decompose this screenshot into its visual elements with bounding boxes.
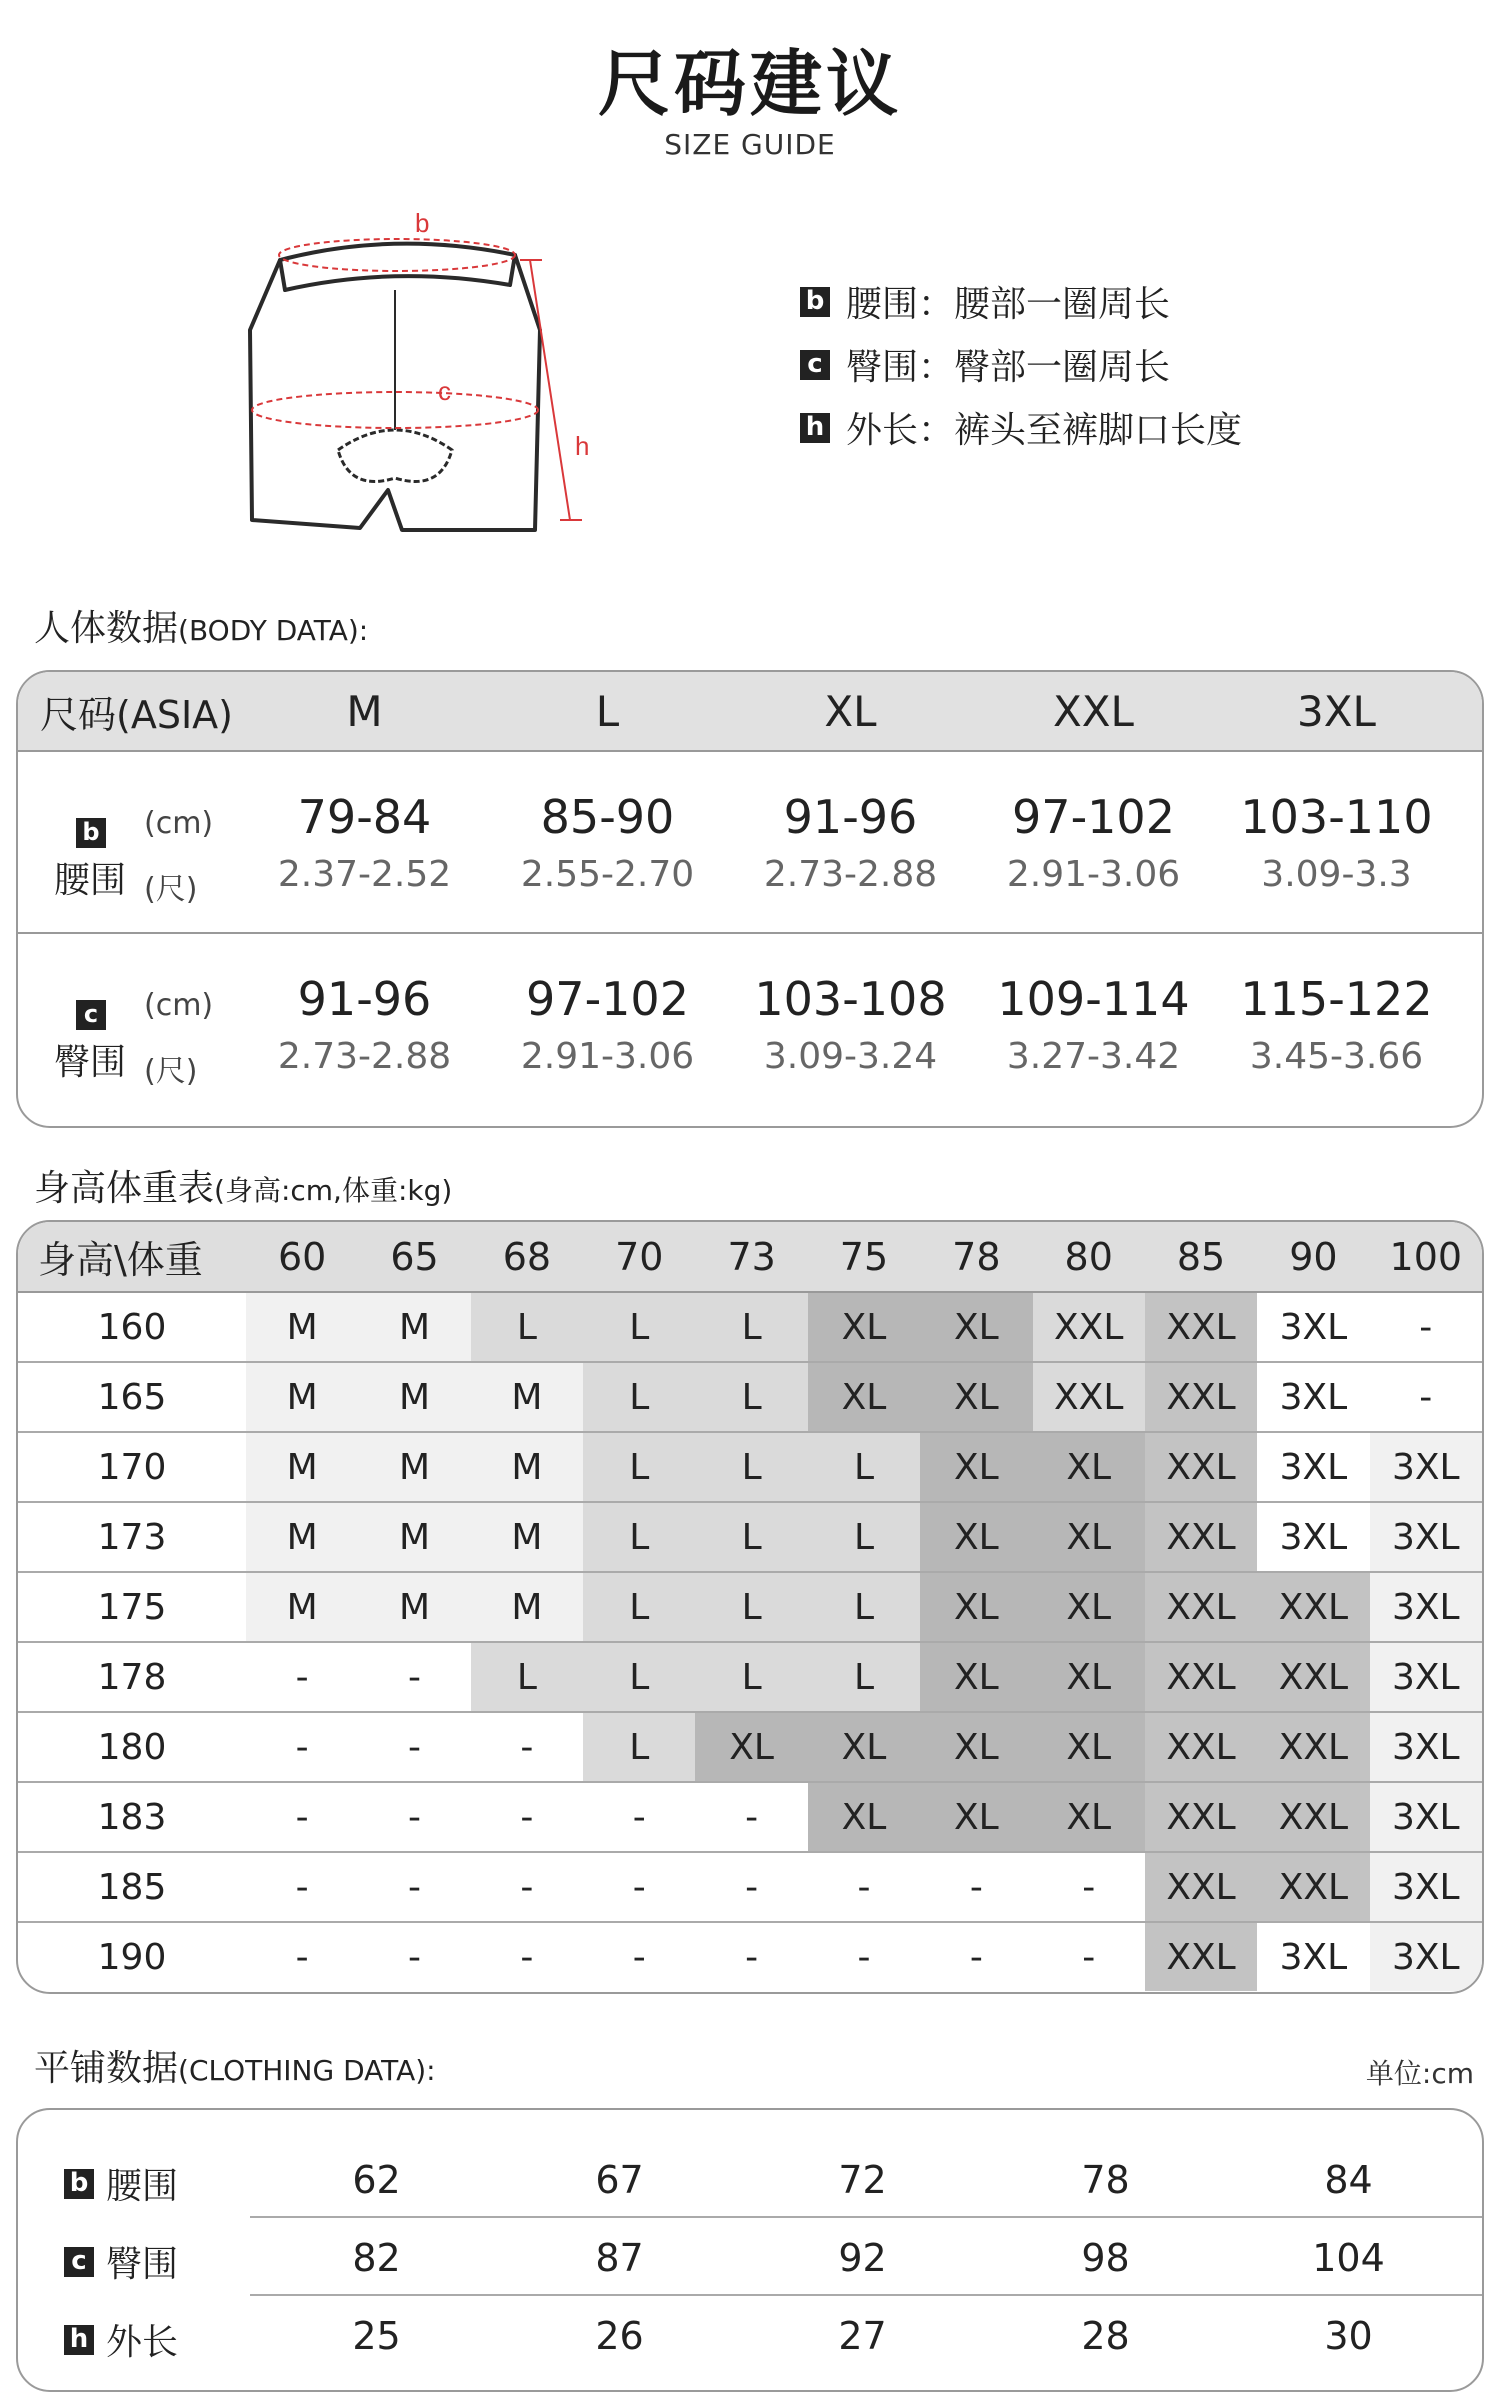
height-cell: 170 (18, 1432, 246, 1502)
size-cell: XXL (1145, 1362, 1257, 1432)
size-cell: - (246, 1782, 358, 1852)
size-cell: XL (1033, 1642, 1145, 1712)
size-cell: XL (920, 1782, 1032, 1852)
size-cell: L (471, 1642, 583, 1712)
row-label (64, 2236, 178, 2287)
cm-value: 103-108 (754, 971, 947, 1026)
size-cell: XL (920, 1502, 1032, 1572)
size-cell: - (1033, 1852, 1145, 1922)
tag-h-icon: h (64, 2325, 94, 2355)
height-weight-table (16, 1220, 1484, 1994)
table-cell (729, 790, 972, 895)
size-cell: - (358, 1712, 470, 1782)
size-cell: 3XL (1257, 1292, 1369, 1362)
size-cell: L (695, 1642, 807, 1712)
cm-value: 91-96 (783, 789, 918, 844)
size-cell: M (471, 1432, 583, 1502)
table-row (18, 1712, 1482, 1782)
weight-header: 68 (471, 1222, 583, 1292)
table-cell: 30 (1324, 2314, 1373, 2358)
measurement-legend (800, 270, 1242, 459)
size-cell: 3XL (1257, 1922, 1369, 1991)
size-cell: XL (808, 1292, 920, 1362)
tag-b-icon: b (76, 818, 106, 848)
legend-text: 腰围：腰部一圈周长 (846, 284, 1171, 325)
size-cell: XL (808, 1712, 920, 1782)
chi-value: 2.37-2.52 (277, 853, 452, 895)
size-cell: L (695, 1432, 807, 1502)
size-cell: - (808, 1852, 920, 1922)
size-cell: XL (808, 1782, 920, 1852)
size-cell: M (246, 1502, 358, 1572)
height-weight-label: 身高体重表 (34, 1168, 215, 1209)
size-cell: - (1370, 1362, 1482, 1432)
size-cell: XXL (1257, 1712, 1369, 1782)
table-cell (486, 972, 729, 1077)
size-cell: - (246, 1642, 358, 1712)
row-name: 外长 (106, 2322, 179, 2363)
legend-text: 臀围：臀部一圈周长 (846, 347, 1171, 388)
cm-value: 97-102 (526, 971, 689, 1026)
size-cell: XXL (1145, 1642, 1257, 1712)
table-cell: 72 (838, 2158, 887, 2202)
size-cell: M (246, 1362, 358, 1432)
size-cell: 3XL (1370, 1782, 1482, 1852)
size-cell: 3XL (1257, 1432, 1369, 1502)
size-cell: XL (1033, 1502, 1145, 1572)
chi-value: 2.91-3.06 (1006, 853, 1181, 895)
table-cell: 27 (838, 2314, 887, 2358)
unit-cm: (cm) (144, 806, 214, 841)
size-cell: XXL (1145, 1432, 1257, 1502)
size-cell: L (695, 1572, 807, 1642)
legend-text: 外长：裤头至裤脚口长度 (846, 410, 1243, 451)
size-cell: L (583, 1432, 695, 1502)
size-cell: M (471, 1502, 583, 1572)
size-cell: L (583, 1712, 695, 1782)
height-cell: 173 (18, 1502, 246, 1572)
size-cell: L (808, 1642, 920, 1712)
weight-header: 90 (1257, 1222, 1369, 1292)
clothing-data-label: 平铺数据 (34, 2048, 179, 2089)
size-cell: 3XL (1370, 1852, 1482, 1922)
size-cell: - (695, 1782, 807, 1852)
corner-header: 身高\体重 (18, 1222, 246, 1292)
table-cell: 62 (352, 2158, 401, 2202)
legend-item-waist (800, 270, 1242, 333)
size-cell: XXL (1257, 1642, 1369, 1712)
cm-value: 109-114 (997, 971, 1190, 1026)
cm-value: 115-122 (1240, 971, 1433, 1026)
clothing-data-label-en: (CLOTHING DATA): (178, 2054, 436, 2087)
page-subtitle: SIZE GUIDE (664, 128, 836, 161)
size-cell: - (695, 1852, 807, 1922)
table-cell: 26 (595, 2314, 644, 2358)
weight-header: 65 (358, 1222, 470, 1292)
size-cell: - (1033, 1922, 1145, 1991)
chi-value: 3.09-3.3 (1261, 853, 1412, 895)
size-cell: 3XL (1370, 1432, 1482, 1502)
table-cell: 104 (1312, 2236, 1385, 2280)
table-cell: 98 (1081, 2236, 1130, 2280)
weight-header: 78 (920, 1222, 1032, 1292)
cm-value: 97-102 (1012, 789, 1175, 844)
size-cell: XL (920, 1642, 1032, 1712)
size-cell: XXL (1257, 1852, 1369, 1922)
tag-c-icon: c (76, 1000, 106, 1030)
weight-header: 80 (1033, 1222, 1145, 1292)
size-cell: XL (1033, 1432, 1145, 1502)
size-cell: - (471, 1922, 583, 1991)
table-cell (243, 790, 486, 895)
size-cell: L (583, 1362, 695, 1432)
size-cell: 3XL (1257, 1502, 1369, 1572)
size-cell: XL (920, 1362, 1032, 1432)
size-cell: - (358, 1922, 470, 1991)
size-cell: XXL (1145, 1502, 1257, 1572)
size-cell: M (246, 1432, 358, 1502)
unit-cm: (cm) (144, 988, 214, 1023)
size-cell: M (471, 1362, 583, 1432)
weight-header: 75 (808, 1222, 920, 1292)
size-header: XL (824, 686, 877, 736)
weight-header: 60 (246, 1222, 358, 1292)
size-cell: XL (920, 1712, 1032, 1782)
cm-value: 85-90 (540, 789, 675, 844)
size-cell: - (695, 1922, 807, 1991)
table-cell: 82 (352, 2236, 401, 2280)
page-title: 尺码建议 (597, 42, 902, 126)
table-cell: 67 (595, 2158, 644, 2202)
header-row (18, 1222, 1482, 1292)
table-cell (972, 790, 1215, 895)
size-header: L (595, 686, 620, 736)
size-cell: L (808, 1502, 920, 1572)
diagram-label-c: c (438, 376, 451, 406)
size-cell: L (695, 1502, 807, 1572)
size-cell: L (583, 1642, 695, 1712)
diagram-label-h: h (575, 431, 590, 461)
row-name: 臀围 (106, 2244, 179, 2285)
size-cell: XXL (1145, 1712, 1257, 1782)
size-cell: 3XL (1370, 1502, 1482, 1572)
legend-item-hip (800, 333, 1242, 396)
size-header: 3XL (1297, 686, 1376, 736)
height-weight-heading (34, 1160, 452, 1211)
size-header: M (346, 686, 383, 736)
size-cell: - (1370, 1292, 1482, 1362)
size-cell: M (358, 1292, 470, 1362)
height-cell: 178 (18, 1642, 246, 1712)
size-cell: M (358, 1432, 470, 1502)
row-name: 腰围 (106, 2166, 179, 2207)
size-cell: - (471, 1852, 583, 1922)
height-cell: 160 (18, 1292, 246, 1362)
table-cell: 84 (1324, 2158, 1373, 2202)
size-cell: M (358, 1572, 470, 1642)
row-name: 腰围 (54, 860, 127, 901)
size-cell: M (471, 1572, 583, 1642)
size-cell: - (583, 1852, 695, 1922)
table-cell (729, 972, 972, 1077)
size-cell: 3XL (1370, 1712, 1482, 1782)
cm-value: 103-110 (1240, 789, 1433, 844)
chi-value: 3.09-3.24 (763, 1035, 938, 1077)
size-cell: L (808, 1572, 920, 1642)
chi-value: 2.91-3.06 (520, 1035, 695, 1077)
height-cell: 190 (97, 1936, 167, 1978)
size-cell: 3XL (1257, 1362, 1369, 1432)
table-cell (972, 972, 1215, 1077)
table-row (18, 1572, 1482, 1642)
tag-c-icon: c (800, 350, 830, 380)
table-cell: 25 (352, 2314, 401, 2358)
size-cell: XXL (1033, 1292, 1145, 1362)
chi-value: 3.45-3.66 (1249, 1035, 1424, 1077)
size-cell: XL (920, 1432, 1032, 1502)
weight-header: 85 (1145, 1222, 1257, 1292)
table-row (18, 1782, 1482, 1852)
table-cell (1215, 790, 1458, 895)
row-label (64, 2158, 178, 2209)
unit-chi: (尺) (144, 1054, 198, 1089)
tag-h-icon: h (800, 413, 830, 443)
height-cell: 165 (18, 1362, 246, 1432)
cm-value: 91-96 (297, 971, 432, 1026)
row-name: 臀围 (54, 1042, 127, 1083)
table-row (18, 1292, 1482, 1362)
table-cell: 92 (838, 2236, 887, 2280)
size-cell: XL (920, 1292, 1032, 1362)
table-row-hip (18, 934, 1482, 1114)
body-data-label: 人体数据 (34, 608, 179, 649)
row-label (18, 752, 243, 932)
height-weight-units: (身高:cm,体重:kg) (214, 1174, 453, 1207)
size-cell: XXL (1033, 1362, 1145, 1432)
clothing-data-rows (18, 2110, 1482, 2374)
tag-c-icon: c (64, 2247, 94, 2277)
table-row (18, 1362, 1482, 1432)
size-cell: - (358, 1782, 470, 1852)
chi-value: 2.73-2.88 (763, 853, 938, 895)
size-cell: L (471, 1292, 583, 1362)
size-cell: M (358, 1502, 470, 1572)
diagram-label-b: b (415, 210, 430, 238)
size-cell: - (920, 1852, 1032, 1922)
size-cell: M (246, 1292, 358, 1362)
table-cell: 78 (1081, 2158, 1130, 2202)
size-cell: L (583, 1292, 695, 1362)
size-cell: - (471, 1782, 583, 1852)
table-row (18, 2296, 1482, 2374)
height-cell: 180 (18, 1712, 246, 1782)
table-row (18, 2218, 1482, 2296)
size-cell: - (808, 1922, 920, 1991)
body-data-header-row (18, 672, 1482, 752)
size-cell: XL (920, 1572, 1032, 1642)
weight-header: 73 (695, 1222, 807, 1292)
size-cell: XXL (1145, 1292, 1257, 1362)
row-label (18, 934, 243, 1114)
size-cell: XXL (1145, 1922, 1257, 1991)
table-cell (1215, 972, 1458, 1077)
table-row (18, 2140, 1482, 2218)
chi-value: 2.55-2.70 (520, 853, 695, 895)
size-cell: - (471, 1712, 583, 1782)
height-cell: 185 (18, 1852, 246, 1922)
clothing-data-heading (34, 2040, 436, 2091)
size-cell: - (246, 1712, 358, 1782)
table-cell (486, 790, 729, 895)
size-cell: - (583, 1922, 695, 1991)
weight-header: 100 (1370, 1222, 1482, 1292)
table-row-waist (18, 752, 1482, 934)
body-data-heading (34, 600, 368, 651)
size-cell: XXL (1257, 1782, 1369, 1852)
size-header: XXL (1053, 686, 1134, 736)
height-cell: 183 (18, 1782, 246, 1852)
table-cell: 28 (1081, 2314, 1130, 2358)
size-cell: XXL (1257, 1572, 1369, 1642)
tag-b-icon: b (800, 287, 830, 317)
size-cell: XXL (1145, 1572, 1257, 1642)
size-cell: - (246, 1852, 358, 1922)
table-row (18, 1922, 1482, 1991)
tag-b-icon: b (64, 2169, 94, 2199)
size-cell: L (583, 1572, 695, 1642)
size-cell: XL (1033, 1712, 1145, 1782)
size-cell: - (358, 1642, 470, 1712)
height-cell: 175 (18, 1572, 246, 1642)
size-cell: M (358, 1362, 470, 1432)
height-weight-body (18, 1292, 1482, 1991)
size-cell: XXL (1145, 1852, 1257, 1922)
chi-value: 3.27-3.42 (1006, 1035, 1181, 1077)
clothing-data-table (16, 2108, 1484, 2392)
table-cell: 87 (595, 2236, 644, 2280)
size-cell: M (246, 1572, 358, 1642)
body-data-label-en: (BODY DATA): (178, 614, 369, 647)
table-row (18, 1432, 1482, 1502)
table-row (18, 1502, 1482, 1572)
unit-chi: (尺) (144, 872, 198, 907)
unit-note: 单位:cm (1365, 2057, 1474, 2090)
size-asia-header: 尺码(ASIA) (40, 692, 233, 737)
size-cell: 3XL (1370, 1922, 1482, 1991)
chi-value: 2.73-2.88 (277, 1035, 452, 1077)
size-cell: - (358, 1852, 470, 1922)
legend-item-length (800, 396, 1242, 459)
size-cell: - (246, 1922, 358, 1991)
body-data-table (16, 670, 1484, 1128)
weight-header: 70 (583, 1222, 695, 1292)
table-cell (243, 972, 486, 1077)
size-cell: XL (1033, 1782, 1145, 1852)
size-cell: XL (695, 1712, 807, 1782)
size-cell: 3XL (1370, 1642, 1482, 1712)
size-cell: XL (1033, 1572, 1145, 1642)
size-cell: XL (808, 1362, 920, 1432)
size-cell: L (695, 1292, 807, 1362)
size-cell: 3XL (1370, 1572, 1482, 1642)
table-row (18, 1852, 1482, 1922)
shorts-diagram (230, 210, 630, 550)
size-cell: XXL (1145, 1782, 1257, 1852)
table-row (18, 1642, 1482, 1712)
cm-value: 79-84 (297, 789, 432, 844)
size-cell: L (808, 1432, 920, 1502)
size-cell: L (583, 1502, 695, 1572)
height-weight-grid (18, 1222, 1482, 1991)
size-cell: - (583, 1782, 695, 1852)
size-cell: - (920, 1922, 1032, 1991)
size-cell: L (695, 1362, 807, 1432)
